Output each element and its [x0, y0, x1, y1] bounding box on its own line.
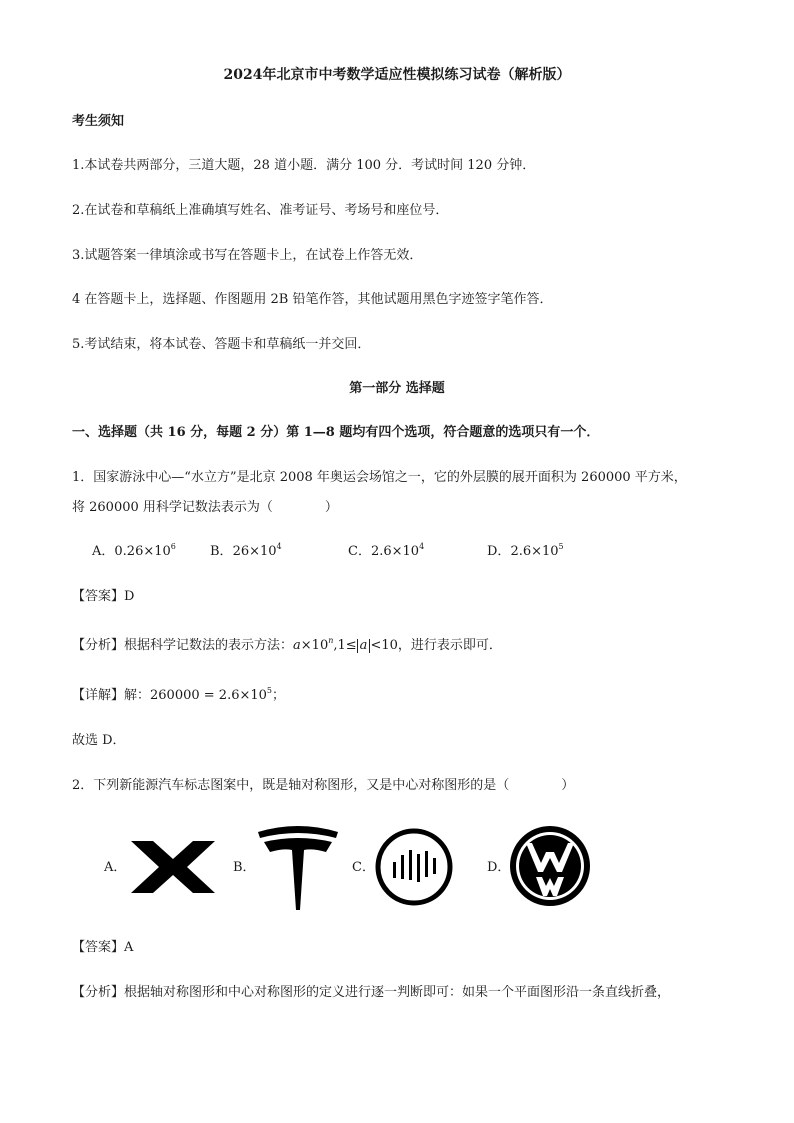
volkswagen-logo-icon: [509, 825, 591, 907]
q1-stem-line2: 将 260000 用科学记数法表示为（ ）: [72, 500, 338, 515]
page-title: 2024年北京市中考数学适应性模拟练习试卷（解析版）: [223, 67, 571, 83]
tesla-logo-icon: [256, 822, 340, 912]
q1-conclusion: 故选 D．: [72, 733, 126, 748]
notice-heading: 考生须知: [72, 114, 125, 129]
section-heading: 一、选择题（共 16 分，每题 2 分）第 1—8 题均有四个选项，符合题意的选项只有一个．: [72, 425, 600, 440]
q1-analysis: 【分析】根据科学记数法的表示方法：$a\times 10^n,1\le a <10$，进行表示即可．: [72, 636, 502, 653]
q2-option-d-label: D．: [487, 860, 511, 875]
notice-item: 3.试题答案一律填涂或书写在答题卡上，在试卷上作答无效．: [72, 248, 423, 263]
q1-option-c: C．$2.6\times 10^4$: [348, 542, 425, 559]
notice-item: 5.考试结束，将本试卷、答题卡和草稿纸一并交回．: [72, 337, 371, 352]
q2-option-a-label: A．: [104, 860, 127, 875]
q2-option-c-label: C．: [352, 860, 375, 875]
notice-item: 4 在答题卡上，选择题、作图题用 2B 铅笔作答，其他试题用黑色字迹签字笔作答．: [72, 292, 553, 307]
q2-analysis: 【分析】根据轴对称图形和中心对称图形的定义进行逐一判断即可：如果一个平面图形沿一条直线折叠，: [72, 985, 671, 1000]
q1-option-a: A．$0.26\times 10^6$: [92, 542, 176, 559]
q1-detail: 【详解】解：$260000 = 2.6\times 10^5$；: [72, 686, 286, 703]
notice-item: 1.本试卷共两部分，三道大题，28 道小题．满分 100 分．考试时间 120 分钟．: [72, 158, 536, 173]
circle-bars-logo-icon: [374, 827, 454, 907]
xpeng-logo-icon: [127, 839, 219, 895]
q2-answer: 【答案】A: [72, 940, 134, 955]
q2-stem: 2．下列新能源汽车标志图案中，既是轴对称图形，又是中心对称图形的是（ ）: [72, 778, 575, 793]
q1-stem-line1: 1．国家游泳中心—“水立方”是北京 2008 年奥运会场馆之一，它的外层膜的展开面积为 260000 平方米，: [72, 470, 687, 485]
notice-item: 2.在试卷和草稿纸上准确填写姓名、准考证号、考场号和座位号．: [72, 203, 449, 218]
q1-option-b: B．$26\times 10^4$: [210, 542, 282, 559]
q1-option-d: D．$2.6\times 10^5$: [487, 542, 564, 559]
part-heading: 第一部分 选择题: [349, 381, 445, 396]
q2-option-b-label: B．: [233, 860, 256, 875]
q1-answer: 【答案】D: [72, 589, 135, 604]
